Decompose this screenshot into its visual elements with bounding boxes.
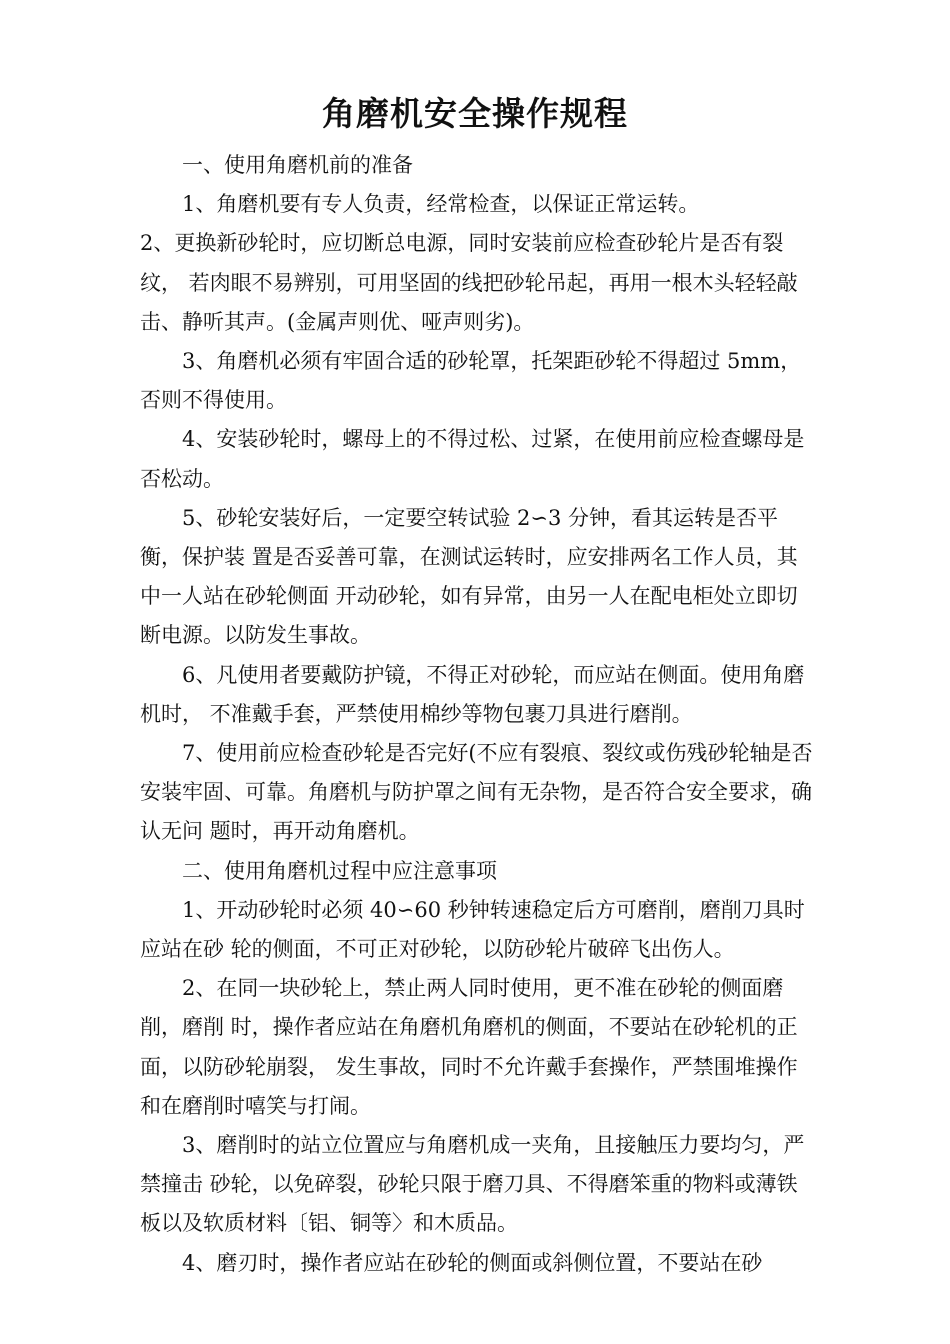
paragraph-item: 5、砂轮安装好后，一定要空转试验 2∽3 分钟，看其运转是否平衡，保护装 置是否妥善可靠，在测试运转时，应安排两名工作人员，其中一人站在砂轮侧面 开动砂轮，如有异常，由另一人在配电柜处立即切断电源。以防发生事故。 bbox=[140, 505, 798, 648]
paragraph-item: 7、使用前应检查砂轮是否完好(不应有裂痕、裂纹或伤残砂轮轴是否 安装牢固、可靠。角磨机与防护罩之间有无杂物，是否符合安全要求，确认无问 题时，再开动角磨机。 bbox=[140, 741, 813, 844]
paragraph-item: 4、磨刃时，操作者应站在砂轮的侧面或斜侧位置，不要站在砂 bbox=[182, 1250, 763, 1275]
paragraph-item: 6、凡使用者要戴防护镜，不得正对砂轮，而应站在侧面。使用角磨机时， 不准戴手套，严禁使用棉纱等物包裹刀具进行磨削。 bbox=[140, 662, 805, 726]
document-title: 角磨机安全操作规程 bbox=[322, 94, 628, 133]
section-heading-2: 二、使用角磨机过程中应注意事项 bbox=[182, 858, 497, 883]
paragraph-item: 1、角磨机要有专人负责，经常检查，以保证正常运转。 bbox=[182, 192, 700, 217]
paragraph-item: 4、安装砂轮时，螺母上的不得过松、过紧，在使用前应检查螺母是否松动。 bbox=[140, 427, 805, 491]
section-heading-1: 一、使用角磨机前的准备 bbox=[182, 153, 413, 177]
paragraph-item: 3、磨削时的站立位置应与角磨机成一夹角，且接触压力要均匀，严禁撞击 砂轮，以免碎裂，砂轮只限于磨刀具、不得磨笨重的物料或薄铁板以及软质材料〔铝、铜等〉和木质品。 bbox=[140, 1133, 805, 1236]
paragraph-item: 2、更换新砂轮时，应切断总电源，同时安装前应检查砂轮片是否有裂纹， 若肉眼不易辨别，可用坚固的线把砂轮吊起，再用一根木头轻轻敲击、静听其声。(金属声则优、哑声则劣)。 bbox=[140, 231, 798, 334]
paragraph-item: 2、在同一块砂轮上，禁止两人同时使用，更不准在砂轮的侧面磨削，磨削 时，操作者应站在角磨机角磨机的侧面，不要站在砂轮机的正面，以防砂轮崩裂， 发生事故，同时不允许戴手套操作，严禁围堆操作和在磨削时嘻笑与打闹。 bbox=[140, 976, 798, 1118]
paragraph-item: 1、开动砂轮时必须 40∽60 秒钟转速稳定后方可磨削，磨削刀具时应站在砂 轮的侧面，不可正对砂轮，以防砂轮片破碎飞出伤人。 bbox=[140, 897, 805, 962]
document-body bbox=[140, 146, 816, 1283]
paragraph-item: 3、角磨机必须有牢固合适的砂轮罩，托架距砂轮不得超过 5mm，否则不得使用。 bbox=[140, 349, 802, 413]
